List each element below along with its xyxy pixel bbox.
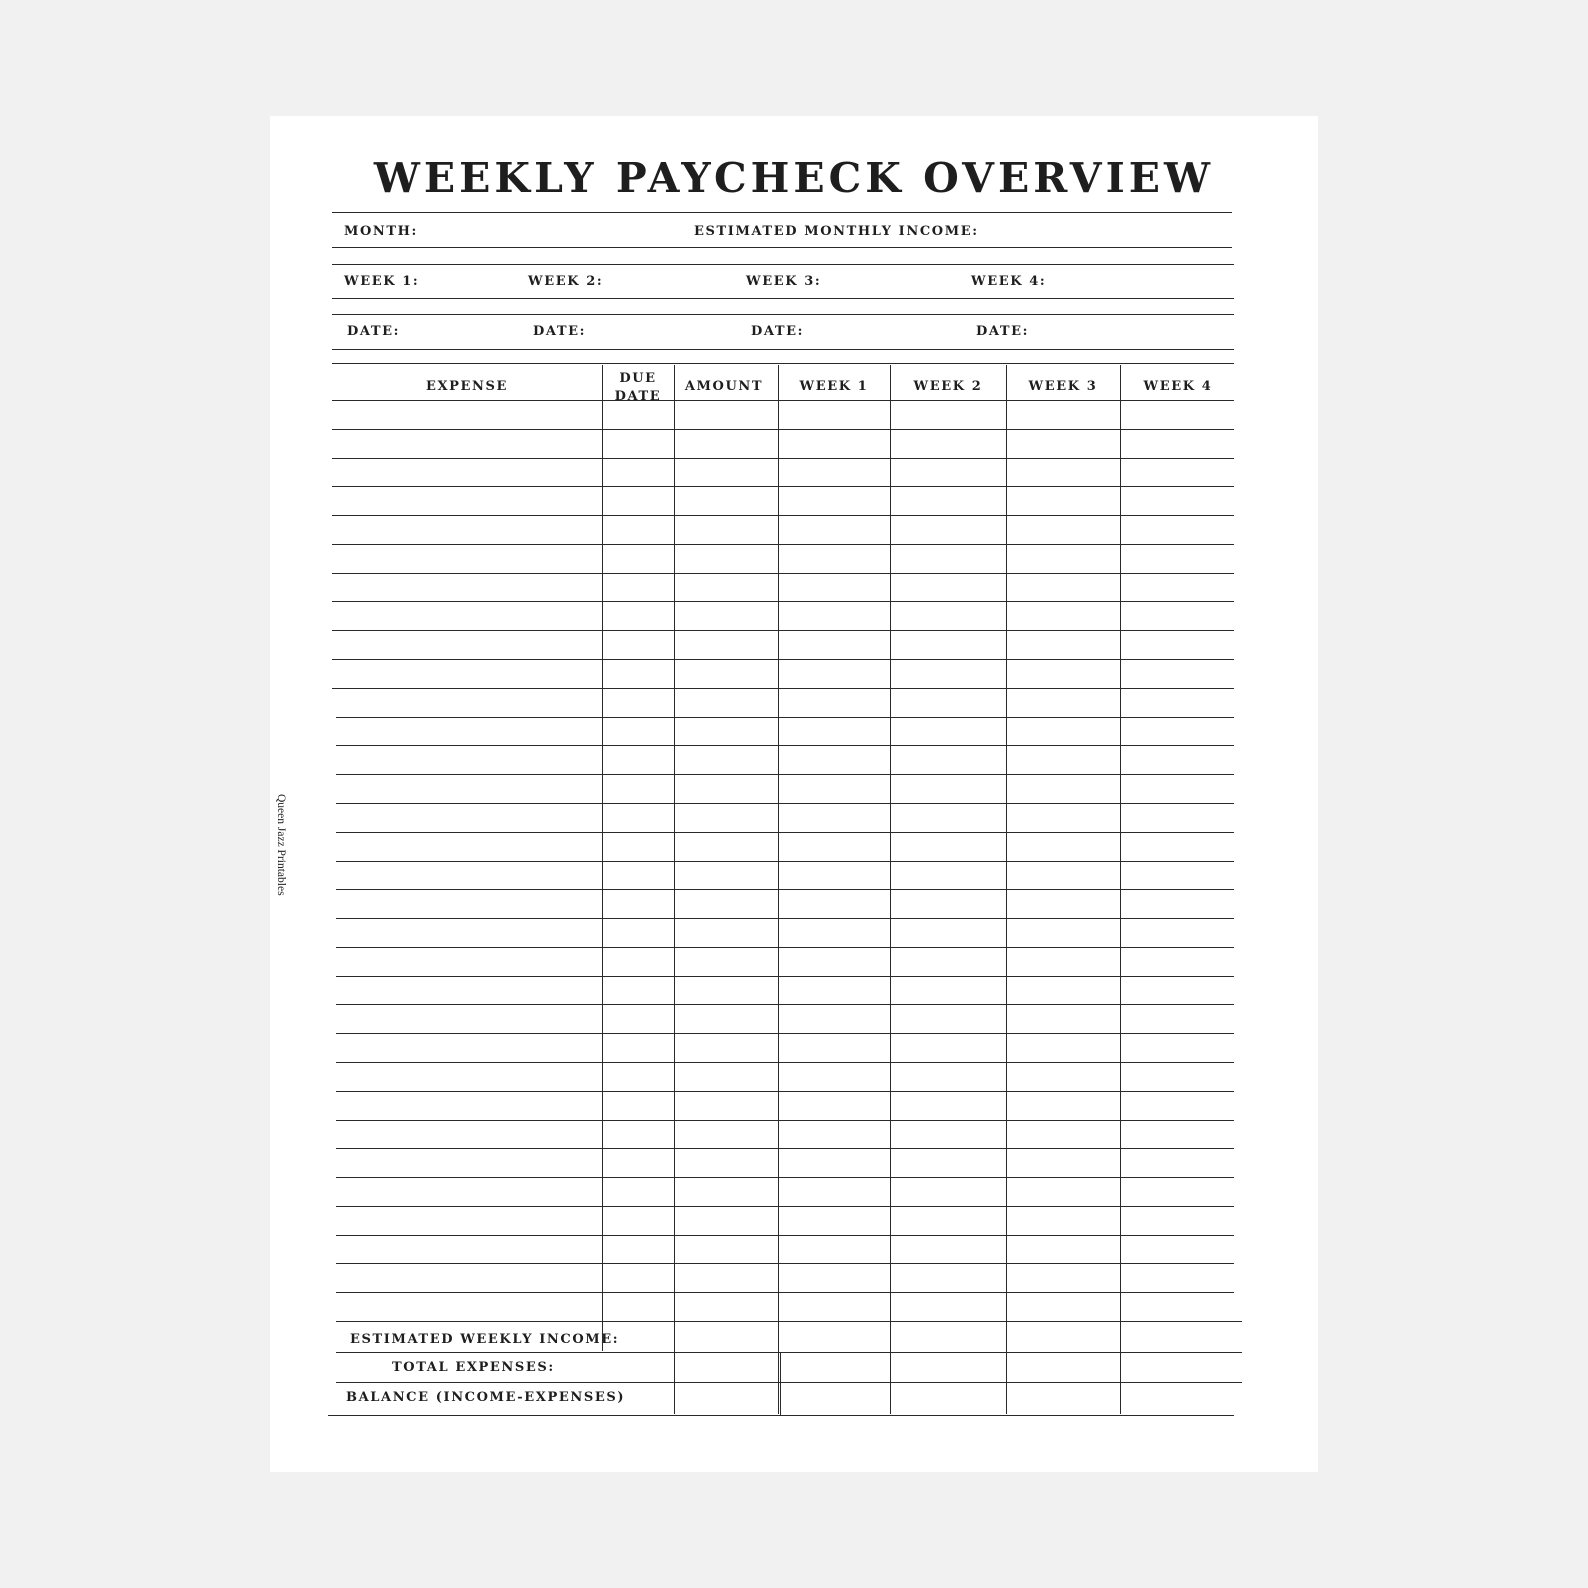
rule [332, 212, 1232, 213]
column-divider [674, 365, 675, 1414]
table-cell[interactable] [780, 1236, 888, 1263]
table-cell[interactable] [780, 1121, 888, 1148]
table-cell[interactable] [1122, 1236, 1232, 1263]
footer-rule [336, 1352, 1242, 1353]
table-cell[interactable] [1122, 1063, 1232, 1090]
table-cell[interactable] [1008, 660, 1118, 687]
table-cell[interactable] [1008, 1034, 1118, 1061]
table-cell[interactable] [892, 833, 1004, 860]
table-cell[interactable] [780, 1034, 888, 1061]
table-cell[interactable] [604, 430, 672, 457]
table-cell[interactable] [780, 890, 888, 917]
table-cell[interactable] [1008, 804, 1118, 831]
table-cell[interactable] [780, 804, 888, 831]
table-cell[interactable] [780, 1264, 888, 1291]
table-cell[interactable] [334, 1063, 600, 1090]
table-cell[interactable] [780, 401, 888, 428]
table-cell[interactable] [604, 804, 672, 831]
table-cell[interactable] [1008, 1207, 1118, 1234]
table-cell[interactable] [1122, 1207, 1232, 1234]
table-cell[interactable] [1008, 1121, 1118, 1148]
table-cell[interactable] [1008, 459, 1118, 486]
table-cell[interactable] [780, 602, 888, 629]
table-cell[interactable] [892, 401, 1004, 428]
table-cell[interactable] [892, 1236, 1004, 1263]
table-cell[interactable] [604, 1092, 672, 1119]
table-cell[interactable] [892, 430, 1004, 457]
table-cell[interactable] [1008, 1236, 1118, 1263]
column-divider [778, 365, 779, 1414]
table-cell[interactable] [1008, 602, 1118, 629]
table-cell[interactable] [676, 1121, 776, 1148]
footer-rule [338, 1321, 1242, 1322]
table-cell[interactable] [334, 602, 600, 629]
table-cell[interactable] [676, 890, 776, 917]
month-label: MONTH: [344, 224, 418, 239]
table-cell[interactable] [892, 459, 1004, 486]
table-cell[interactable] [780, 948, 888, 975]
table-cell[interactable] [604, 1121, 672, 1148]
column-divider [890, 365, 891, 1414]
col-expense: EXPENSE [425, 379, 509, 394]
table-cell[interactable] [780, 459, 888, 486]
table-cell[interactable] [780, 919, 888, 946]
table-cell[interactable] [892, 1178, 1004, 1205]
table-cell[interactable] [676, 401, 776, 428]
date-2-label: DATE: [533, 324, 587, 339]
table-cell[interactable] [780, 430, 888, 457]
table-cell[interactable] [334, 1178, 600, 1205]
table-cell[interactable] [1122, 775, 1232, 802]
table-cell[interactable] [1008, 948, 1118, 975]
table-cell[interactable] [676, 775, 776, 802]
table-cell[interactable] [604, 1063, 672, 1090]
table-cell[interactable] [334, 775, 600, 802]
table-cell[interactable] [334, 1207, 600, 1234]
table-cell[interactable] [892, 574, 1004, 601]
table-cell[interactable] [1122, 862, 1232, 889]
table-cell[interactable] [334, 487, 600, 514]
table-cell[interactable] [1122, 430, 1232, 457]
table-cell[interactable] [892, 1264, 1004, 1291]
table-cell[interactable] [892, 1005, 1004, 1032]
table-cell[interactable] [1122, 660, 1232, 687]
table-cell[interactable] [892, 1207, 1004, 1234]
table-cell[interactable] [1122, 718, 1232, 745]
table-cell[interactable] [334, 1005, 600, 1032]
table-cell[interactable] [1008, 401, 1118, 428]
table-cell[interactable] [604, 660, 672, 687]
table-cell[interactable] [780, 833, 888, 860]
column-divider [602, 365, 603, 1351]
table-cell[interactable] [334, 660, 600, 687]
rule [332, 298, 1234, 299]
table-cell[interactable] [780, 775, 888, 802]
table-cell[interactable] [780, 660, 888, 687]
table-cell[interactable] [604, 1178, 672, 1205]
table-cell[interactable] [1008, 1063, 1118, 1090]
table-cell[interactable] [780, 1207, 888, 1234]
table-cell[interactable] [780, 718, 888, 745]
table-cell[interactable] [1122, 1121, 1232, 1148]
table-cell[interactable] [892, 631, 1004, 658]
table-cell[interactable] [1008, 977, 1118, 1004]
table-cell[interactable] [1008, 516, 1118, 543]
table-cell[interactable] [334, 977, 600, 1004]
date-1-label: DATE: [347, 324, 401, 339]
week-2-label: WEEK 2: [528, 274, 604, 289]
table-cell[interactable] [1122, 890, 1232, 917]
rule [332, 349, 1234, 350]
table-cell[interactable] [676, 919, 776, 946]
column-divider [1120, 365, 1121, 1414]
table-cell[interactable] [1122, 459, 1232, 486]
table-cell[interactable] [892, 919, 1004, 946]
table-cell[interactable] [676, 833, 776, 860]
col-week-1: WEEK 1 [799, 379, 869, 394]
table-cell[interactable] [892, 1063, 1004, 1090]
table-cell[interactable] [604, 833, 672, 860]
table-cell[interactable] [676, 689, 776, 716]
table-cell[interactable] [676, 1092, 776, 1119]
table-cell[interactable] [1008, 1005, 1118, 1032]
table-cell[interactable] [1122, 689, 1232, 716]
table-cell[interactable] [604, 545, 672, 572]
date-3-label: DATE: [751, 324, 805, 339]
table-cell[interactable] [892, 1149, 1004, 1176]
table-cell[interactable] [676, 746, 776, 773]
table-cell[interactable] [604, 631, 672, 658]
table-cell[interactable] [676, 459, 776, 486]
footer-rule [336, 1382, 1242, 1383]
table-cell[interactable] [1122, 1092, 1232, 1119]
table-cell[interactable] [604, 459, 672, 486]
table-cell[interactable] [604, 574, 672, 601]
table-cell[interactable] [676, 660, 776, 687]
table-cell[interactable] [892, 718, 1004, 745]
table-cell[interactable] [780, 1149, 888, 1176]
table-cell[interactable] [334, 1264, 600, 1291]
table-cell[interactable] [1122, 833, 1232, 860]
table-cell[interactable] [1008, 862, 1118, 889]
table-cell[interactable] [1122, 1178, 1232, 1205]
table-cell[interactable] [676, 1149, 776, 1176]
week-3-label: WEEK 3: [746, 274, 822, 289]
table-cell[interactable] [676, 804, 776, 831]
table-cell[interactable] [1122, 574, 1232, 601]
table-cell[interactable] [334, 948, 600, 975]
column-divider [1006, 365, 1007, 1414]
table-cell[interactable] [676, 1207, 776, 1234]
table-cell[interactable] [892, 1121, 1004, 1148]
table-cell[interactable] [676, 631, 776, 658]
table-cell[interactable] [1008, 833, 1118, 860]
table-cell[interactable] [676, 545, 776, 572]
table-cell[interactable] [676, 948, 776, 975]
table-cell[interactable] [334, 574, 600, 601]
table-cell[interactable] [1122, 516, 1232, 543]
rule [332, 314, 1234, 315]
table-cell[interactable] [892, 890, 1004, 917]
table-cell[interactable] [604, 977, 672, 1004]
table-cell[interactable] [1008, 746, 1118, 773]
table-cell[interactable] [604, 1264, 672, 1291]
table-cell[interactable] [1122, 545, 1232, 572]
table-cell[interactable] [334, 746, 600, 773]
table-cell[interactable] [334, 804, 600, 831]
table-cell[interactable] [604, 718, 672, 745]
monthly-income-label: ESTIMATED MONTHLY INCOME: [694, 224, 979, 239]
planner-sheet [270, 116, 1318, 1472]
table-cell[interactable] [334, 1149, 600, 1176]
week-1-label: WEEK 1: [344, 274, 420, 289]
table-cell[interactable] [676, 1236, 776, 1263]
weekly-income-label: ESTIMATED WEEKLY INCOME: [350, 1332, 620, 1347]
table-cell[interactable] [1008, 487, 1118, 514]
rule [332, 264, 1234, 265]
week-4-label: WEEK 4: [971, 274, 1047, 289]
table-cell[interactable] [1008, 718, 1118, 745]
table-cell[interactable] [780, 1005, 888, 1032]
table-cell[interactable] [1008, 689, 1118, 716]
balance-label: BALANCE (INCOME-EXPENSES) [346, 1390, 626, 1405]
table-cell[interactable] [334, 1236, 600, 1263]
table-cell[interactable] [604, 1293, 672, 1320]
table-cell[interactable] [334, 1121, 600, 1148]
col-amount: AMOUNT [684, 379, 764, 394]
table-cell[interactable] [1122, 1034, 1232, 1061]
table-cell[interactable] [892, 862, 1004, 889]
table-cell[interactable] [1008, 1293, 1118, 1320]
table-cell[interactable] [1008, 545, 1118, 572]
table-cell[interactable] [1008, 1092, 1118, 1119]
column-divider [780, 1352, 781, 1415]
table-cell[interactable] [780, 746, 888, 773]
table-cell[interactable] [1008, 1178, 1118, 1205]
table-cell[interactable] [604, 602, 672, 629]
table-cell[interactable] [780, 487, 888, 514]
table-cell[interactable] [892, 948, 1004, 975]
table-cell[interactable] [604, 401, 672, 428]
table-cell[interactable] [1008, 919, 1118, 946]
table-cell[interactable] [892, 804, 1004, 831]
date-4-label: DATE: [976, 324, 1030, 339]
rule [332, 363, 1234, 364]
table-cell[interactable] [604, 862, 672, 889]
table-cell[interactable] [1008, 430, 1118, 457]
table-cell[interactable] [334, 1092, 600, 1119]
table-cell[interactable] [604, 919, 672, 946]
table-cell[interactable] [604, 1207, 672, 1234]
table-cell[interactable] [780, 689, 888, 716]
table-cell[interactable] [780, 862, 888, 889]
table-cell[interactable] [676, 862, 776, 889]
table-cell[interactable] [1122, 487, 1232, 514]
table-cell[interactable] [780, 1063, 888, 1090]
table-cell[interactable] [892, 977, 1004, 1004]
table-cell[interactable] [1122, 401, 1232, 428]
table-cell[interactable] [676, 977, 776, 1004]
table-cell[interactable] [892, 487, 1004, 514]
table-cell[interactable] [334, 1034, 600, 1061]
table-cell[interactable] [1008, 1149, 1118, 1176]
table-cell[interactable] [780, 516, 888, 543]
brand-watermark: Queen Jazz Printables [275, 794, 287, 896]
table-cell[interactable] [334, 545, 600, 572]
table-cell[interactable] [604, 1034, 672, 1061]
table-cell[interactable] [604, 1005, 672, 1032]
rule [332, 247, 1232, 248]
table-cell[interactable] [780, 1092, 888, 1119]
table-cell[interactable] [676, 1063, 776, 1090]
table-cell[interactable] [1122, 631, 1232, 658]
table-cell[interactable] [604, 775, 672, 802]
table-cell[interactable] [1122, 602, 1232, 629]
table-cell[interactable] [1122, 1149, 1232, 1176]
table-cell[interactable] [1008, 1264, 1118, 1291]
table-cell[interactable] [334, 401, 600, 428]
table-cell[interactable] [892, 1092, 1004, 1119]
table-cell[interactable] [892, 545, 1004, 572]
table-cell[interactable] [334, 1293, 600, 1320]
footer-rule [328, 1415, 1234, 1416]
table-cell[interactable] [334, 862, 600, 889]
table-cell[interactable] [676, 1293, 776, 1320]
table-cell[interactable] [892, 602, 1004, 629]
table-cell[interactable] [892, 660, 1004, 687]
table-cell[interactable] [780, 631, 888, 658]
table-cell[interactable] [1122, 948, 1232, 975]
table-cell[interactable] [676, 718, 776, 745]
table-cell[interactable] [334, 890, 600, 917]
table-cell[interactable] [892, 1293, 1004, 1320]
table-cell[interactable] [892, 775, 1004, 802]
table-cell[interactable] [1122, 977, 1232, 1004]
table-cell[interactable] [1122, 1293, 1232, 1320]
table-cell[interactable] [676, 430, 776, 457]
table-cell[interactable] [676, 487, 776, 514]
table-cell[interactable] [1122, 919, 1232, 946]
table-cell[interactable] [1122, 746, 1232, 773]
table-cell[interactable] [334, 919, 600, 946]
table-cell[interactable] [676, 574, 776, 601]
table-cell[interactable] [1008, 775, 1118, 802]
table-cell[interactable] [334, 718, 600, 745]
table-cell[interactable] [334, 631, 600, 658]
table-cell[interactable] [604, 746, 672, 773]
table-cell[interactable] [892, 746, 1004, 773]
table-cell[interactable] [676, 1178, 776, 1205]
col-week-4: WEEK 4 [1143, 379, 1213, 394]
table-cell[interactable] [780, 574, 888, 601]
table-cell[interactable] [334, 516, 600, 543]
table-cell[interactable] [676, 516, 776, 543]
col-due-date-line1: DUE [619, 371, 657, 386]
col-week-3: WEEK 3 [1028, 379, 1098, 394]
table-cell[interactable] [676, 1264, 776, 1291]
table-cell[interactable] [1008, 890, 1118, 917]
table-cell[interactable] [780, 545, 888, 572]
table-cell[interactable] [334, 430, 600, 457]
table-cell[interactable] [604, 890, 672, 917]
total-expenses-label: TOTAL EXPENSES: [392, 1360, 555, 1375]
table-cell[interactable] [676, 1005, 776, 1032]
table-cell[interactable] [676, 1034, 776, 1061]
table-cell[interactable] [604, 487, 672, 514]
col-due-date-line2: DATE [614, 389, 662, 404]
table-cell[interactable] [892, 689, 1004, 716]
table-cell[interactable] [892, 516, 1004, 543]
table-cell[interactable] [604, 689, 672, 716]
table-cell[interactable] [604, 1149, 672, 1176]
table-cell[interactable] [780, 1293, 888, 1320]
table-cell[interactable] [1122, 1264, 1232, 1291]
table-cell[interactable] [1008, 631, 1118, 658]
table-cell[interactable] [1122, 1005, 1232, 1032]
table-cell[interactable] [604, 948, 672, 975]
table-cell[interactable] [892, 1034, 1004, 1061]
table-cell[interactable] [780, 977, 888, 1004]
table-cell[interactable] [334, 689, 600, 716]
table-cell[interactable] [604, 516, 672, 543]
table-cell[interactable] [604, 1236, 672, 1263]
col-week-2: WEEK 2 [913, 379, 983, 394]
table-cell[interactable] [780, 1178, 888, 1205]
table-cell[interactable] [676, 602, 776, 629]
table-cell[interactable] [334, 833, 600, 860]
page-title: WEEKLY PAYCHECK OVERVIEW [373, 154, 1215, 202]
table-cell[interactable] [334, 459, 600, 486]
table-cell[interactable] [1122, 804, 1232, 831]
table-cell[interactable] [1008, 574, 1118, 601]
